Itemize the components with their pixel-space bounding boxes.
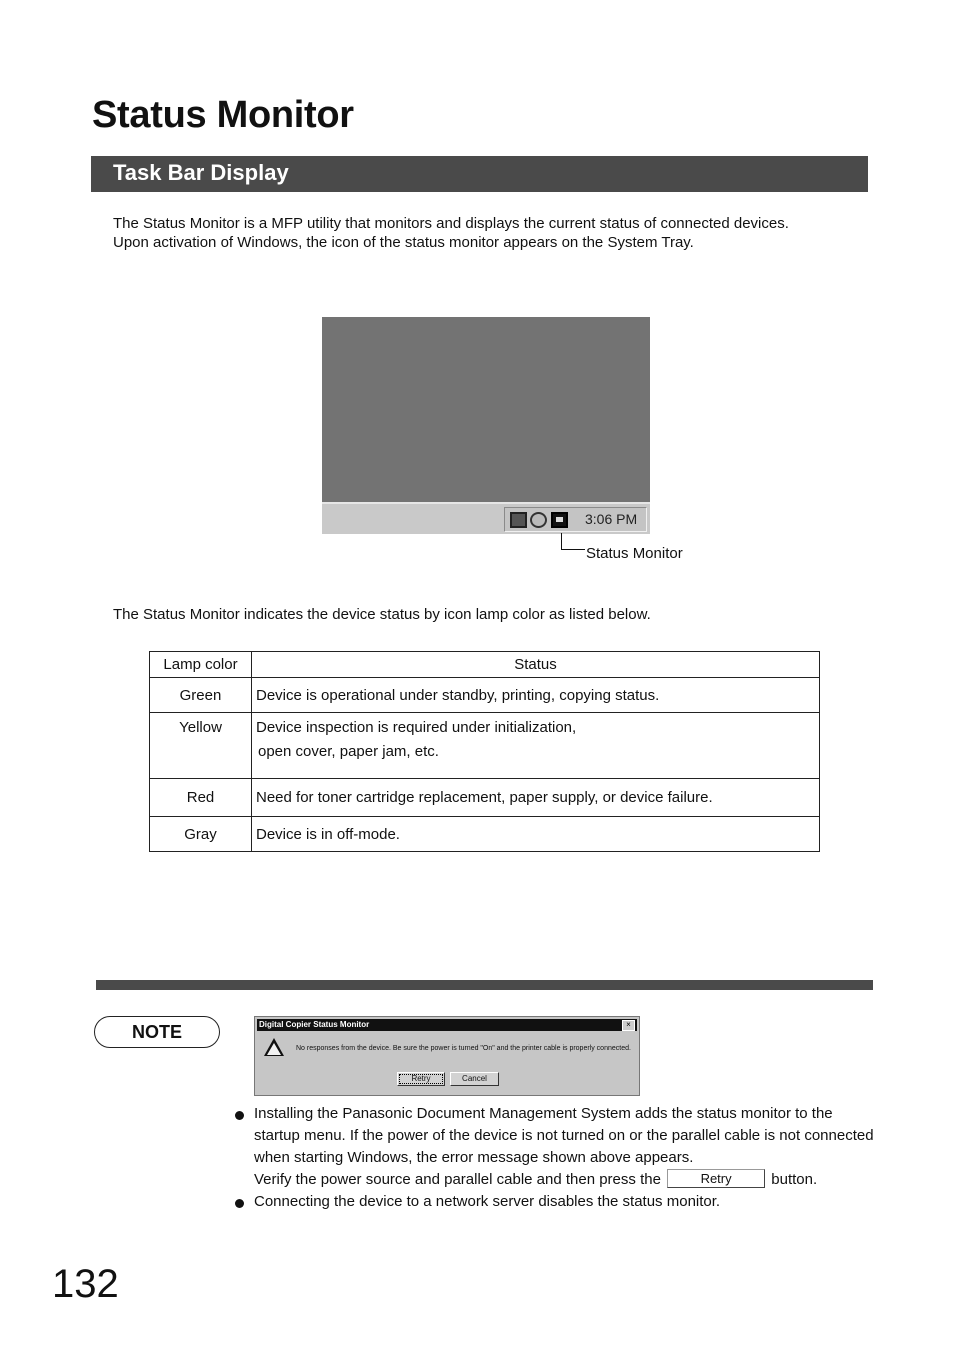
- note-bullets: [234, 1103, 874, 1213]
- status-cell: Device is in off-mode.: [252, 817, 820, 852]
- section-header-bar: [91, 156, 868, 192]
- close-icon[interactable]: ×: [622, 1020, 635, 1031]
- dialog-title: Digital Copier Status Monitor: [259, 1020, 370, 1029]
- list-item: [234, 1191, 874, 1213]
- callout-line: [561, 533, 562, 549]
- lamp-status-table: [149, 651, 820, 852]
- monitor-icon[interactable]: [510, 512, 527, 528]
- status-cell: Need for toner cartridge replacement, paper supply, or device failure.: [252, 779, 820, 817]
- bullet-icon: [235, 1199, 244, 1208]
- status-cell: Device is operational under standby, printing, copying status.: [252, 678, 820, 713]
- page-number: 132: [52, 1262, 119, 1306]
- status-monitor-icon[interactable]: [551, 512, 568, 528]
- table-row: [150, 817, 820, 852]
- cancel-button[interactable]: Cancel: [450, 1072, 499, 1086]
- intro-line-2: Upon activation of Windows, the icon of the status monitor appears on the System Tray.: [113, 234, 694, 251]
- bullet-verify-suffix: button.: [771, 1171, 818, 1188]
- table-header-row: [150, 652, 820, 678]
- callout-label: Status Monitor: [586, 545, 683, 562]
- section-title: Task Bar Display: [113, 160, 289, 185]
- list-item: [234, 1103, 874, 1191]
- status-line-1: Device inspection is required under initialization,: [256, 719, 577, 736]
- intro-line-1: The Status Monitor is a MFP utility that monitors and displays the current status of connected devices.: [113, 215, 789, 232]
- table-row: [150, 678, 820, 713]
- status-line-2: open cover, paper jam, etc.: [258, 743, 439, 760]
- callout-line-horizontal: [561, 549, 585, 550]
- header-status: Status: [252, 652, 820, 678]
- lamp-color-cell: Green: [150, 678, 252, 713]
- bullet-verify-text: Verify the power source and parallel cable and then press the: [254, 1171, 661, 1188]
- note-badge: NOTE: [94, 1016, 220, 1048]
- system-tray: [504, 507, 647, 532]
- desktop-screenshot: [322, 317, 650, 534]
- retry-button-inline: Retry: [667, 1169, 765, 1188]
- table-row: [150, 779, 820, 817]
- lamp-color-cell: Red: [150, 779, 252, 817]
- bullet-text: Installing the Panasonic Document Management System adds the status monitor to the startup menu. If the power of the device is not turned on or the parallel cable is not connected when starting Windows, the error message shown above appears.: [254, 1105, 874, 1166]
- intro-paragraph: [113, 214, 789, 252]
- retry-button[interactable]: Retry: [397, 1072, 445, 1086]
- status-cell: [252, 713, 820, 779]
- lamp-color-cell: Yellow: [150, 713, 252, 779]
- dialog-titlebar: [257, 1019, 637, 1031]
- header-lamp-color: Lamp color: [150, 652, 252, 678]
- lamp-color-cell: Gray: [150, 817, 252, 852]
- table-lead-text: The Status Monitor indicates the device status by icon lamp color as listed below.: [113, 606, 651, 623]
- taskbar: [322, 502, 650, 534]
- tray-clock: 3:06 PM: [585, 511, 638, 527]
- warning-icon-inner: [267, 1043, 281, 1055]
- table-row: [150, 713, 820, 779]
- bullet-text: Connecting the device to a network server disables the status monitor.: [254, 1193, 721, 1210]
- bullet-icon: [235, 1111, 244, 1120]
- note-divider: [96, 980, 873, 990]
- page-title: Status Monitor: [92, 94, 354, 136]
- error-dialog: [254, 1016, 640, 1096]
- dialog-message: No responses from the device. Be sure the power is turned "On" and the printer cable is properly connected.: [296, 1045, 631, 1052]
- network-icon[interactable]: [530, 512, 547, 528]
